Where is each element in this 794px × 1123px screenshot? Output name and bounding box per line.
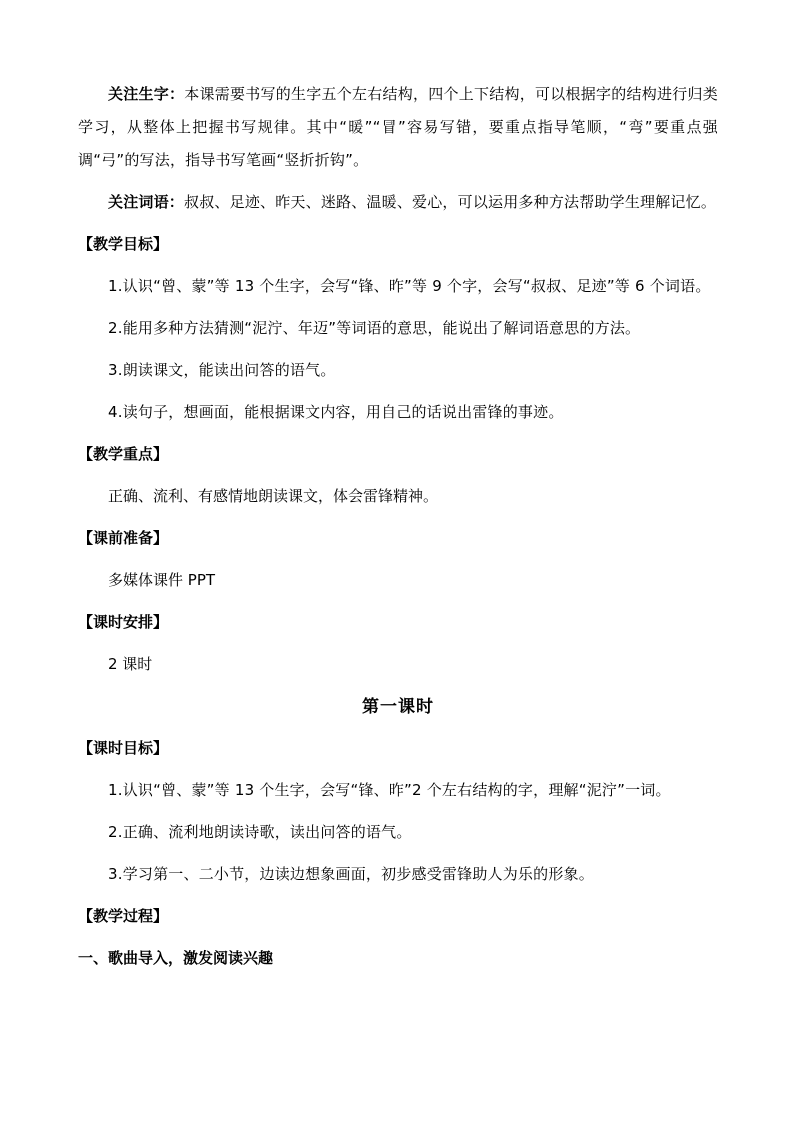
focus-chars-text: 本课需要书写的生字五个左右结构，四个上下结构，可以根据字的结构进行归类学习，从整体上把握书写规律。其中“暖”“冒”容易写错，要重点指导笔顺，“弯”要重点强调“弓”的写法，指导书写笔画“竖折折钩”。 bbox=[78, 85, 718, 169]
teaching-process-heading: 【教学过程】 bbox=[78, 907, 169, 925]
focus-words-text: 叔叔、足迹、昨天、迷路、温暖、爱心，可以运用多种方法帮助学生理解记忆。 bbox=[184, 193, 717, 211]
teaching-goal-item: 2.能用多种方法猜测“泥泞、年迈”等词语的意思，能说出了解词语意思的方法。 bbox=[108, 319, 641, 337]
preparation-heading: 【课前准备】 bbox=[78, 529, 169, 547]
focus-words-paragraph bbox=[78, 186, 718, 219]
section-one-heading: 一、歌曲导入，激发阅读兴趣 bbox=[78, 949, 274, 967]
lesson-goal-item: 3.学习第一、二小节，边读边想象画面，初步感受雷锋助人为乐的形象。 bbox=[108, 865, 594, 883]
focus-chars-lead: 关注生字： bbox=[108, 85, 185, 103]
lesson-one-title: 第一课时 bbox=[362, 697, 434, 717]
teaching-goal-item: 3.朗读课文，能读出问答的语气。 bbox=[108, 361, 336, 379]
teaching-focus-heading: 【教学重点】 bbox=[78, 445, 169, 463]
lesson-goals-heading: 【课时目标】 bbox=[78, 739, 169, 757]
focus-chars-paragraph bbox=[78, 78, 718, 177]
focus-words-lead: 关注词语： bbox=[108, 193, 185, 211]
lesson-goal-item: 1.认识“曾、蒙”等 13 个生字，会写“锋、昨”2 个左右结构的字，理解“泥泞”一词。 bbox=[108, 781, 671, 799]
schedule-heading: 【课时安排】 bbox=[78, 613, 169, 631]
lesson-goal-item: 2.正确、流利地朗读诗歌，读出问答的语气。 bbox=[108, 823, 412, 841]
teaching-goal-item: 4.读句子，想画面，能根据课文内容，用自己的话说出雷锋的事迹。 bbox=[108, 403, 564, 421]
document-content bbox=[78, 78, 718, 975]
teaching-goal-item: 1.认识“曾、蒙”等 13 个生字，会写“锋、昨”等 9 个字，会写“叔叔、足迹”等 6 个词语。 bbox=[108, 277, 711, 295]
preparation-text: 多媒体课件 PPT bbox=[108, 571, 216, 589]
schedule-text: 2 课时 bbox=[108, 655, 153, 673]
teaching-focus-text: 正确、流利、有感情地朗读课文，体会雷锋精神。 bbox=[108, 487, 439, 505]
teaching-goals-heading: 【教学目标】 bbox=[78, 235, 169, 253]
